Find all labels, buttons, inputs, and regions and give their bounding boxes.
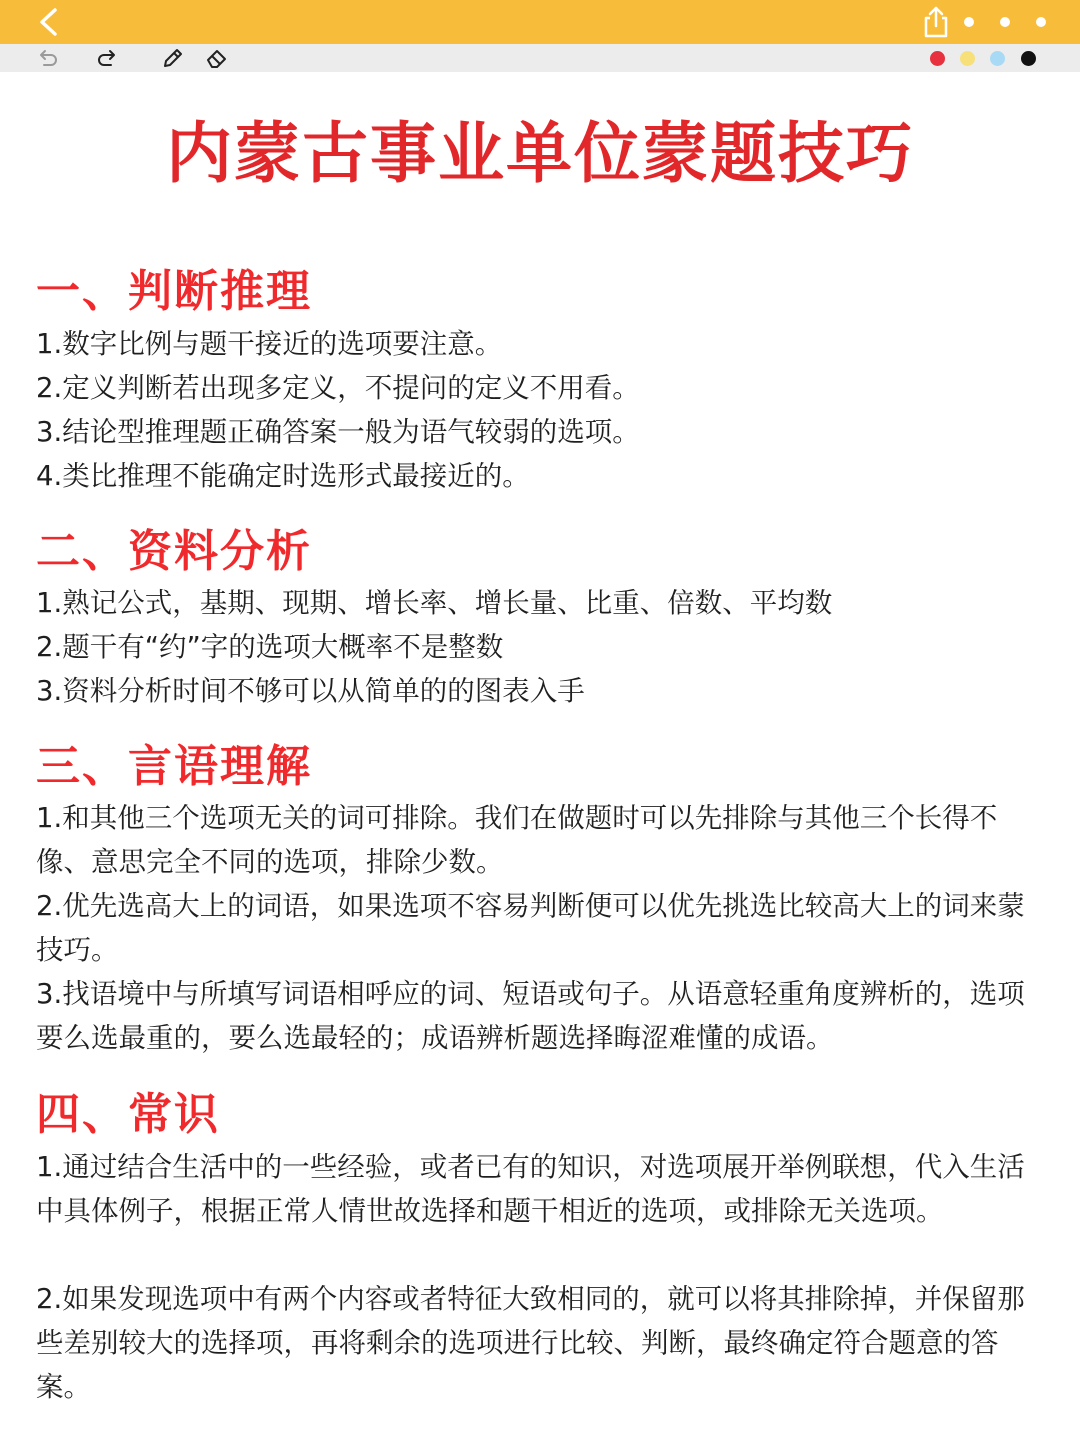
section-heading-judgment: 一、判断推理 (36, 266, 312, 317)
pen-icon (161, 47, 185, 69)
list-item: 2.优先选高大上的词语，如果选项不容易判断便可以优先挑选比较高大上的词来蒙技巧。 (36, 890, 1025, 966)
list-item: 2.如果发现选项中有两个内容或者特征大致相同的，就可以将其排除掉，并保留那些差别较大的选择项，再将剩余的选项进行比较、判断，最终确定符合题意的答案。 (36, 1283, 1025, 1403)
list-item: 1.和其他三个选项无关的词可排除。我们在做题时可以先排除与其他三个长得不像、意思完全不同的选项，排除少数。 (36, 802, 998, 878)
undo-button[interactable] (35, 46, 61, 70)
more-dots-icon[interactable] (960, 10, 1050, 34)
share-button[interactable] (918, 4, 954, 40)
list-item: 1.熟记公式，基期、现期、增长率、增长量、比重、倍数、平均数 (36, 587, 833, 619)
list-item: 1.通过结合生活中的一些经验，或者已有的知识，对选项展开举例联想，代入生活中具体例子，根据正常人情世故选择和题干相近的选项，或排除无关选项。 (36, 1151, 1025, 1227)
color-swatch-red[interactable] (930, 51, 945, 66)
redo-icon (95, 48, 119, 68)
list-item: 1.数字比例与题干接近的选项要注意。 (36, 328, 503, 360)
chevron-left-icon (37, 7, 59, 37)
eraser-icon (205, 47, 229, 69)
pen-button[interactable] (160, 46, 186, 70)
list-item: 2.定义判断若出现多定义，不提问的定义不用看。 (36, 372, 640, 404)
document-title: 内蒙古事业单位蒙题技巧 (166, 115, 914, 192)
section-heading-data-analysis: 二、资料分析 (36, 526, 312, 577)
share-icon (918, 4, 954, 40)
dot (1000, 17, 1010, 27)
undo-icon (36, 48, 60, 68)
list-item: 4.类比推理不能确定时选形式最接近的。 (36, 460, 530, 492)
dot (1036, 17, 1046, 27)
dot (964, 17, 974, 27)
section-heading-verbal: 三、言语理解 (36, 741, 312, 792)
color-swatch-black[interactable] (1021, 51, 1036, 66)
list-item: 3.找语境中与所填写词语相呼应的词、短语或句子。从语意轻重角度辨析的，选项要么选最重的，要么选最轻的；成语辨析题选择晦涩难懂的成语。 (36, 978, 1025, 1054)
section-heading-common-sense: 四、常识 (36, 1089, 220, 1140)
color-swatch-blue[interactable] (990, 51, 1005, 66)
annotation-toolbar (0, 44, 1080, 72)
back-button[interactable] (30, 5, 66, 39)
color-swatch-yellow[interactable] (960, 51, 975, 66)
list-item: 2.题干有“约”字的选项大概率不是整数 (36, 631, 504, 663)
list-item: 3.结论型推理题正确答案一般为语气较弱的选项。 (36, 416, 640, 448)
redo-button[interactable] (94, 46, 120, 70)
list-item: 3.资料分析时间不够可以从简单的的图表入手 (36, 675, 585, 707)
top-app-bar (0, 0, 1080, 44)
eraser-button[interactable] (204, 46, 230, 70)
